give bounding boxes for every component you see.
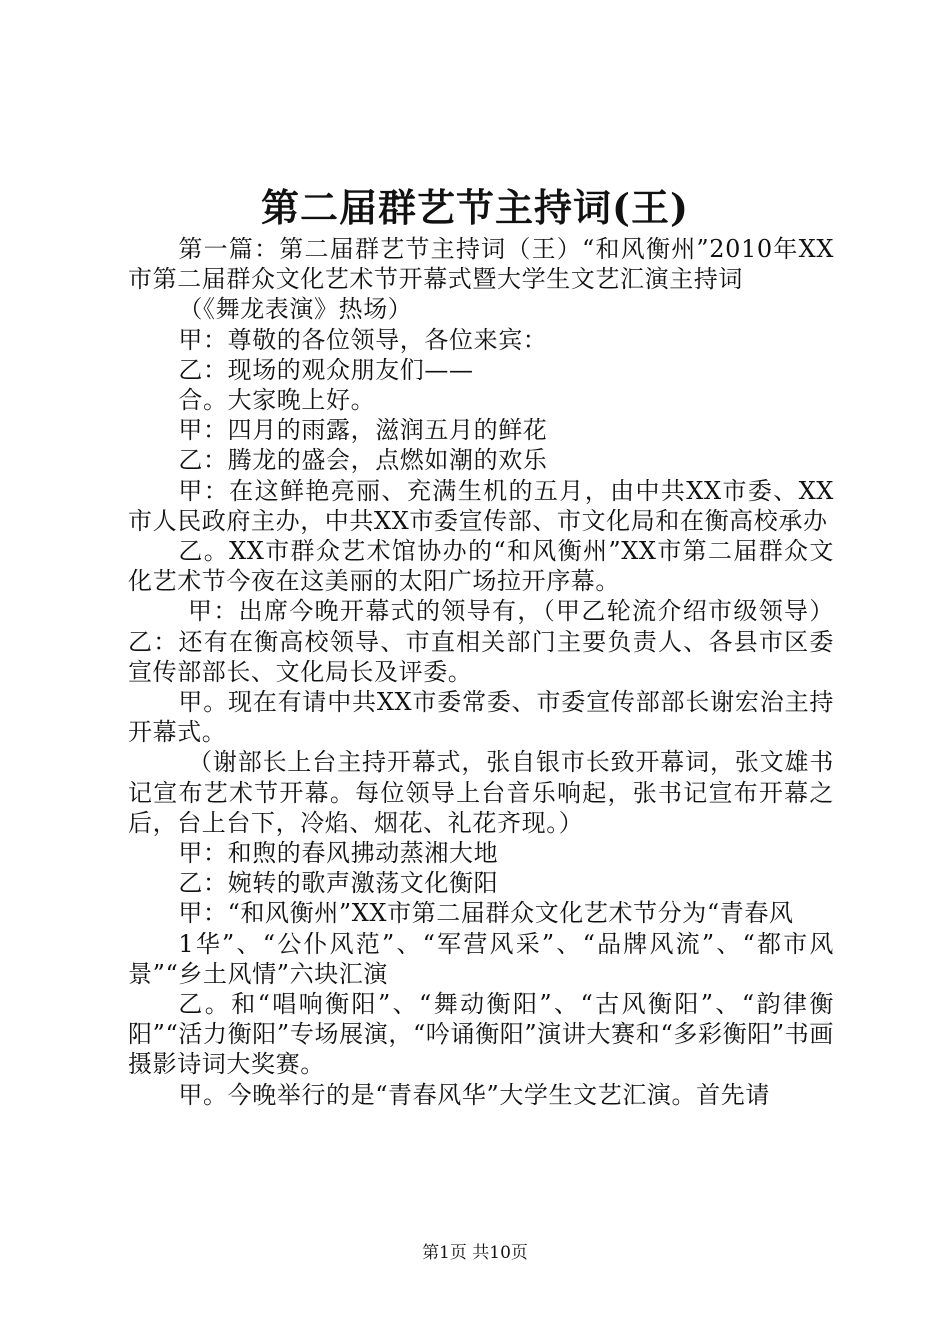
paragraph: 1华”、“公仆风范”、“军营风采”、“品牌风流”、“都市风景”“乡土风情”六块汇演 [128, 929, 834, 988]
paragraph: 第一篇：第二届群艺节主持词（王）“和风衡州”2010年XX市第二届群众文化艺术节开幕式暨大学生文艺汇演主持词 [128, 235, 834, 294]
paragraph: 甲。今晚举行的是“青春风华”大学生文艺汇演。首先请 [178, 1080, 770, 1109]
paragraph: 乙。和“唱响衡阳”、“舞动衡阳”、“古风衡阳”、“韵律衡阳”“活力衡阳”专场展演，“吟诵衡阳”演讲大赛和“多彩衡阳”书画摄影诗词大奖赛。 [128, 990, 834, 1079]
paragraph: 甲：四月的雨露，滋润五月的鲜花 [178, 416, 548, 445]
page-title: 第二届群艺节主持词(王) [261, 185, 689, 230]
paragraph: 甲：出席今晚开幕式的领导有，（甲乙轮流介绍市级领导）乙：还有在衡高校领导、市直相关部门主要负责人、各县市区委宣传部部长、文化局长及评委。 [128, 597, 834, 686]
paragraph: 甲：在这鲜艳亮丽、充满生机的五月，由中共XX市委、XX市人民政府主办，中共XX市委宣传部、市文化局和在衡高校承办 [128, 476, 834, 535]
paragraph: 甲。现在有请中共XX市委常委、市委宣传部部长谢宏治主持开幕式。 [128, 688, 834, 747]
paragraph: 甲：和煦的春风拂动蒸湘大地 [178, 839, 499, 868]
paragraph: 乙：腾龙的盛会，点燃如潮的欢乐 [178, 446, 548, 475]
paragraph: （谢部长上台主持开幕式，张自银市长致开幕词，张文雄书记宣布艺术节开幕。每位领导上台音乐响起，张书记宣布开幕之后，台上台下，冷焰、烟花、礼花齐现。） [128, 748, 834, 837]
paragraph: 合。大家晚上好。 [178, 386, 376, 415]
paragraph: 甲：尊敬的各位领导，各位来宾： [178, 325, 548, 354]
paragraph: 乙。XX市群众艺术馆协办的“和风衡州”XX市第二届群众文化艺术节今夜在这美丽的太阳广场拉开序幕。 [128, 537, 834, 596]
paragraph: 甲：“和风衡州”XX市第二届群众文化艺术节分为“青春风 [178, 899, 794, 928]
paragraph: 乙：婉转的歌声激荡文化衡阳 [178, 869, 499, 898]
page-number: 第1页 共10页 [422, 1243, 528, 1263]
paragraph: （《舞龙表演》热场） [178, 295, 413, 324]
document-body [128, 234, 834, 1110]
paragraph: 乙：现场的观众朋友们—— [178, 355, 474, 384]
